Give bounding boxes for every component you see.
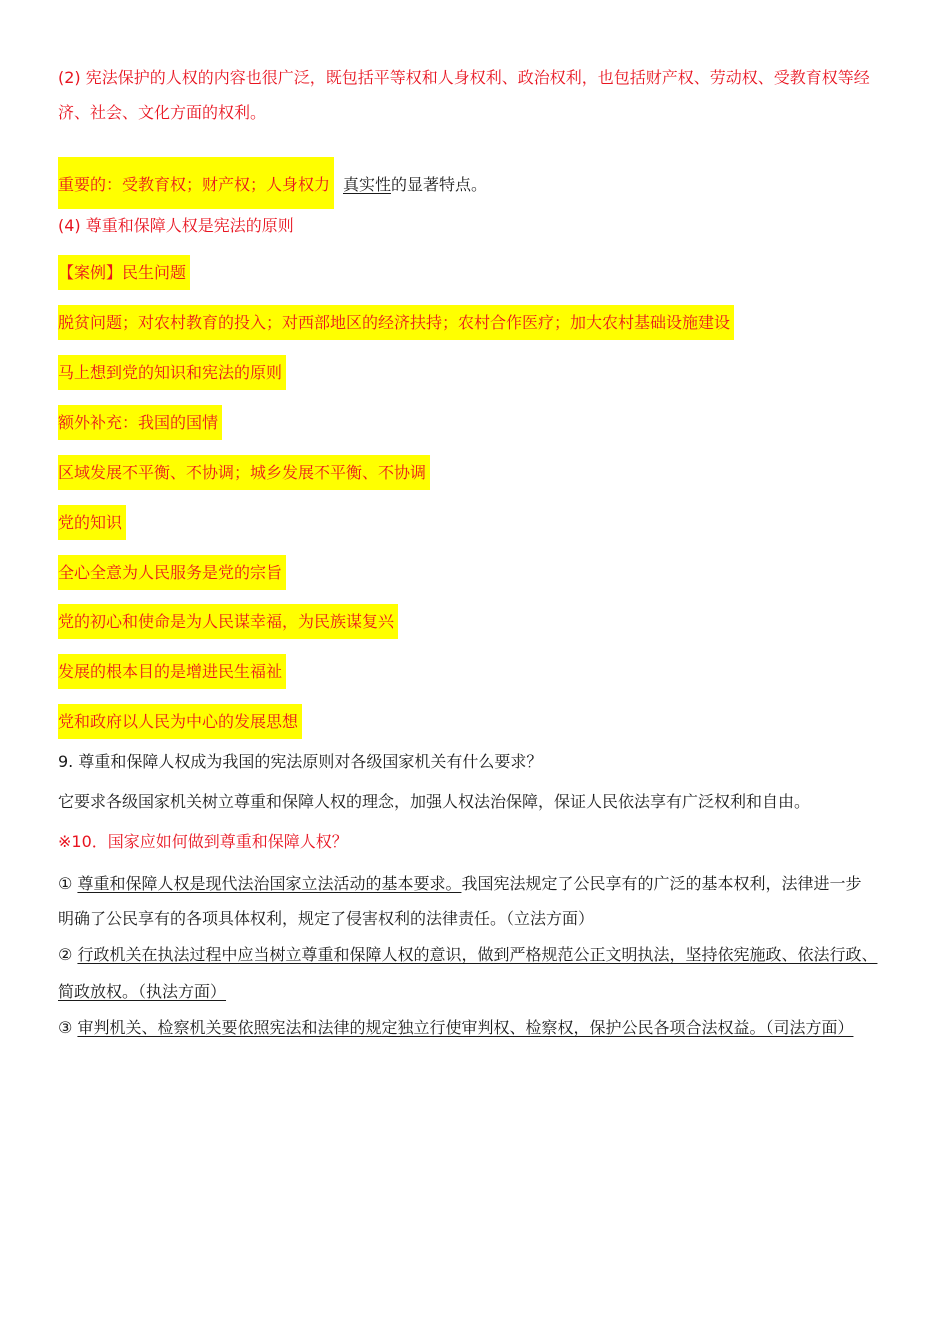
point-1-key-sentence: 尊重和保障人权是现代法治国家立法活动的基本要求。 <box>77 874 462 893</box>
highlight-case-items: 脱贫问题；对农村教育的投入；对西部地区的经济扶持；农村合作医疗；加大农村基础设施建设 <box>58 305 734 340</box>
principle-heading: (4) 尊重和保障人权是宪法的原则 <box>58 216 294 235</box>
point-2-marker: ② <box>58 945 73 964</box>
highlight-think-party: 马上想到党的知识和宪法的原则 <box>58 355 286 390</box>
point-2-text-cont: 简政放权。（执法方面） <box>58 982 227 1001</box>
answer-10-point-2-line-1 <box>58 943 877 967</box>
covered-trailing-text: 的显著特点。 <box>391 175 488 194</box>
highlight-development-aim: 发展的根本目的是增进民生福祉 <box>58 654 286 689</box>
highlight-people-centered: 党和政府以人民为中心的发展思想 <box>58 704 302 739</box>
point-1-rest: 我国宪法规定了公民享有的广泛的基本权利，法律进一步 <box>461 874 862 893</box>
point-1-marker: ① <box>58 874 73 893</box>
intro-line-2: 济、社会、文化方面的权利。 <box>58 103 267 122</box>
highlight-party-mission: 党的初心和使命是为人民谋幸福，为民族谋复兴 <box>58 604 398 639</box>
highlight-case-heading: 【案例】民生问题 <box>58 255 190 290</box>
answer-10-point-2-line-2 <box>58 980 226 1004</box>
highlight-party-purpose: 全心全意为人民服务是党的宗旨 <box>58 555 286 590</box>
question-10: ※10．国家应如何做到尊重和保障人权？ <box>58 832 348 851</box>
answer-9: 它要求各级国家机关树立尊重和保障人权的理念，加强人权法治保障，保证人民依法享有广泛权利和自由。 <box>58 792 811 811</box>
point-2-text: 行政机关在执法过程中应当树立尊重和保障人权的意识，做到严格规范公正文明执法，坚持依宪施政、依法行政、 <box>77 945 878 964</box>
covered-underlined-text: 真实性 <box>343 175 392 194</box>
intro-line-1: (2) 宪法保护的人权的内容也很广泛，既包括平等权和人身权利、政治权利，也包括财产权、劳动权、受教育权等经 <box>58 68 870 87</box>
highlight-extra-heading: 额外补充：我国的国情 <box>58 405 222 440</box>
highlight-important-rights: 重要的：受教育权；财产权；人身权力 <box>58 157 334 209</box>
point-3-marker: ③ <box>58 1018 73 1037</box>
answer-10-point-1-line-1 <box>58 872 861 896</box>
answer-10-point-1-line-2: 明确了公民享有的各项具体权利，规定了侵害权利的法律责任。（立法方面） <box>58 909 595 928</box>
highlight-party-knowledge: 党的知识 <box>58 505 126 540</box>
point-3-text: 审判机关、检察机关要依照宪法和法律的规定独立行使审判权、检察权，保护公民各项合法权益。（司法方面） <box>77 1018 854 1037</box>
highlight-imbalance: 区域发展不平衡、不协调；城乡发展不平衡、不协调 <box>58 455 430 490</box>
answer-10-point-3 <box>58 1016 853 1040</box>
question-9: 9. 尊重和保障人权成为我国的宪法原则对各级国家机关有什么要求？ <box>58 752 543 771</box>
